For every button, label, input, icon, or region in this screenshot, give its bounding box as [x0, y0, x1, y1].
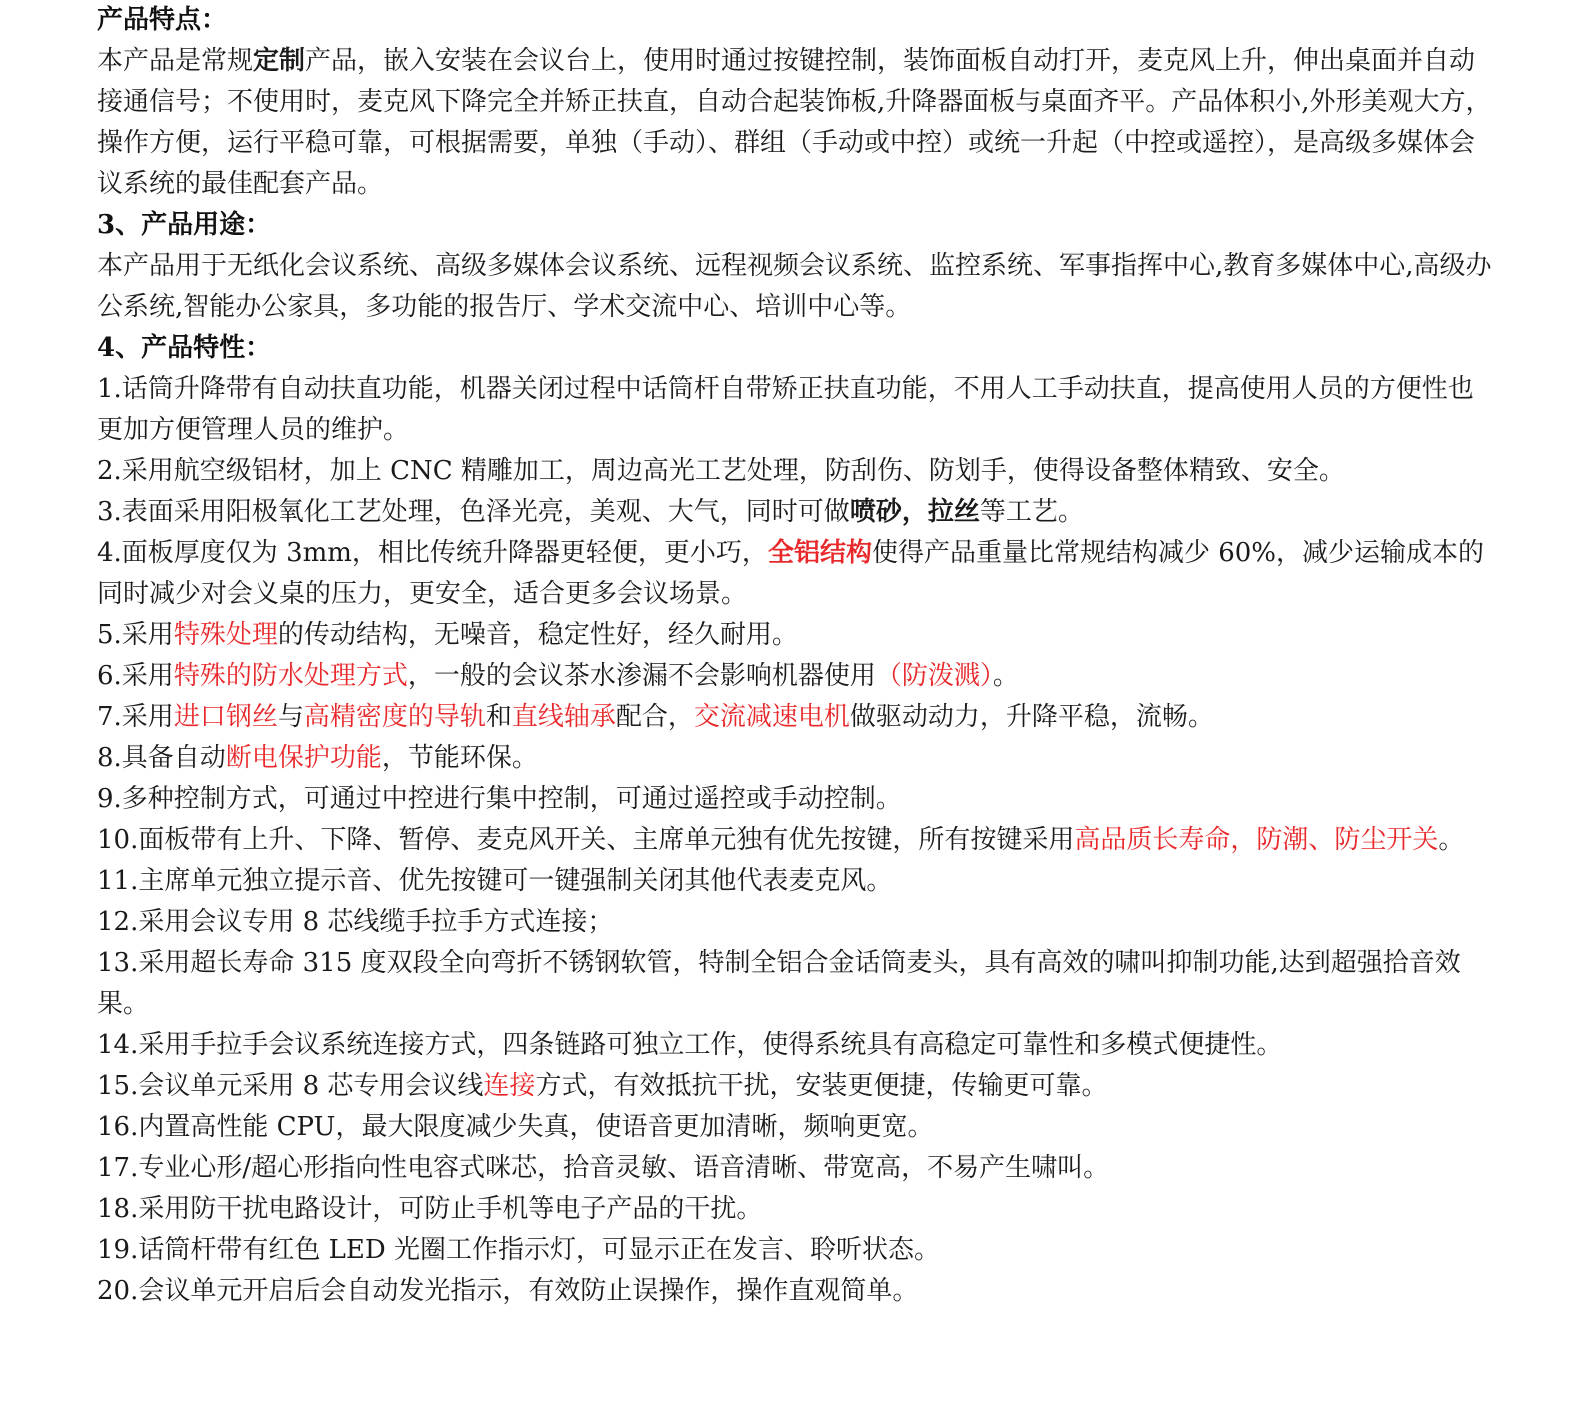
list-item: 17.专业心形/超心形指向性电容式咪芯，拾音灵敏、语音清晰、带宽高，不易产生啸叫。	[97, 1153, 1110, 1183]
bold-custom-text: 定制	[253, 46, 306, 76]
list-item: 8.具备自动断电保护功能，节能环保。	[97, 743, 538, 773]
highlight-text: 断电保护功能	[225, 743, 382, 773]
highlight-text: 特殊的防水处理方式	[173, 661, 408, 691]
usage-paragraph: 本产品用于无纸化会议系统、高级多媒体会议系统、远程视频会议系统、监控系统、军事指挥中心,教育多媒体中心,高级办公系统,智能办公家具，多功能的报告厅、学术交流中心、培训中心等。	[97, 251, 1492, 322]
features-paragraph: 本产品是常规定制产品，嵌入安装在会议台上，使用时通过按键控制，装饰面板自动打开，麦克风上升，伸出桌面并自动接通信号；不使用时，麦克风下降完全并矫正扶直，自动合起装饰板,升降器面板与桌面齐平。产品体积小,外形美观大方，操作方便，运行平稳可靠，可根据需要，单独（手动）、群组（手动或中控）或统一升起（中控或遥控），是高级多媒体会议系统的最佳配套产品。	[97, 46, 1492, 199]
highlight-text: 全铝结构	[767, 538, 872, 568]
list-item: 2.采用航空级铝材，加上 CNC 精雕加工，周边高光工艺处理，防刮伤、防划手，使得设备整体精致、安全。	[97, 456, 1345, 486]
features-heading: 产品特点：	[97, 5, 228, 35]
list-item: 6.采用特殊的防水处理方式，一般的会议茶水渗漏不会影响机器使用（防泼溅）。	[97, 661, 1019, 691]
usage-heading: 3、产品用途：	[97, 210, 272, 240]
highlight-text: （防泼溅）	[875, 661, 993, 691]
highlight-text: 高品质长寿命，防潮、防尘开关	[1074, 825, 1439, 855]
list-item: 7.采用进口钢丝与高精密度的导轨和直线轴承配合，交流减速电机做驱动动力，升降平稳，流畅。	[97, 702, 1214, 732]
highlight-text: 连接	[483, 1071, 536, 1101]
list-item: 19.话筒杆带有红色 LED 光圈工作指示灯，可显示正在发言、聆听状态。	[97, 1235, 940, 1265]
list-item: 20.会议单元开启后会自动发光指示，有效防止误操作，操作直观简单。	[97, 1276, 919, 1306]
highlight-text: 特殊处理	[173, 620, 278, 650]
list-item: 12.采用会议专用 8 芯线缆手拉手方式连接；	[97, 907, 614, 937]
highlight-text: 交流减速电机	[693, 702, 850, 732]
highlight-text: 进口钢丝	[173, 702, 278, 732]
highlight-text: 高精密度的导轨	[303, 702, 486, 732]
highlight-text: 直线轴承	[511, 702, 616, 732]
list-item: 3.表面采用阳极氧化工艺处理，色泽光亮，美观、大气，同时可做喷砂，拉丝等工艺。	[97, 497, 1084, 527]
list-item: 18.采用防干扰电路设计，可防止手机等电子产品的干扰。	[97, 1194, 763, 1224]
list-item: 14.采用手拉手会议系统连接方式，四条链路可独立工作，使得系统具有高稳定可靠性和多模式便捷性。	[97, 1030, 1283, 1060]
document-body	[97, 0, 1497, 1312]
list-item: 11.主席单元独立提示音、优先按键可一键强制关闭其他代表麦克风。	[97, 866, 893, 896]
list-item: 15.会议单元采用 8 芯专用会议线连接方式，有效抵抗干扰，安装更便捷，传输更可靠。	[97, 1071, 1108, 1101]
properties-heading: 4、产品特性：	[97, 333, 272, 363]
list-item: 9.多种控制方式，可通过中控进行集中控制，可通过遥控或手动控制。	[97, 784, 902, 814]
list-item: 1.话筒升降带有自动扶直功能，机器关闭过程中话筒杆自带矫正扶直功能，不用人工手动扶直，提高使用人员的方便性也更加方便管理人员的维护。	[97, 374, 1474, 445]
list-item: 5.采用特殊处理的传动结构，无噪音，稳定性好，经久耐用。	[97, 620, 798, 650]
list-item: 10.面板带有上升、下降、暂停、麦克风开关、主席单元独有优先按键，所有按键采用高品质长寿命，防潮、防尘开关。	[97, 825, 1465, 855]
bold-text: 喷砂，拉丝	[849, 497, 980, 527]
list-item: 4.面板厚度仅为 3mm，相比传统升降器更轻便，更小巧，全铝结构使得产品重量比常规结构减少 60%，减少运输成本的同时减少对会义桌的压力，更安全，适合更多会议场景。	[97, 538, 1485, 609]
list-item: 13.采用超长寿命 315 度双段全向弯折不锈钢软管，特制全铝合金话筒麦头，具有高效的啸叫抑制功能,达到超强拾音效果。	[97, 948, 1461, 1019]
list-item: 16.内置高性能 CPU，最大限度减少失真，使语音更加清晰，频响更宽。	[97, 1112, 934, 1142]
